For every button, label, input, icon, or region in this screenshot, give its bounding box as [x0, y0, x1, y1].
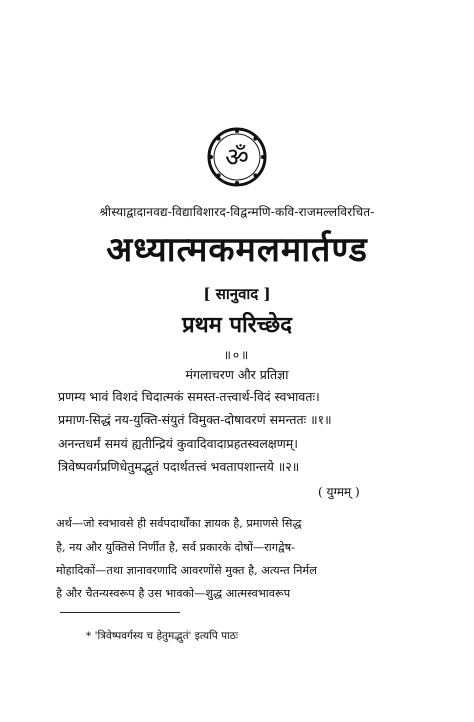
meaning-line: है, नय और युक्तिसे निर्णीत है, सर्व प्रकारके दोषों—रागद्वेष-	[56, 541, 295, 554]
ornament-divider: ॥०॥	[223, 348, 251, 362]
author-line: श्रीस्याद्वादानवद्य-विद्याविशारद-विद्वन्मणि-कवि-राजमल्लविरचित-	[99, 205, 375, 219]
meaning-line: मोहादिकों—तथा ज्ञानावरणादि आवरणोंसे मुक्त है, अत्यन्त निर्मल	[56, 564, 317, 577]
footnote-divider	[60, 612, 180, 613]
verse-line: प्रणम्य भावं विशदं चिदात्मकं समस्त-तत्त्वार्थ-विदं स्वभावतः।	[58, 389, 320, 404]
om-emblem-icon	[207, 127, 267, 187]
om-symbol: ॐ	[225, 143, 249, 173]
verse-line: अनन्तधर्मं समयं ह्यतीन्द्रियं कुवादिवादाप्रहतस्वलक्षणम्।	[58, 436, 299, 451]
verse-line: त्रिवेष्पवर्गप्रणिधेतुमद्भुतं पदार्थतत्त्वं भवतापशान्तये ॥२॥	[58, 459, 300, 474]
meaning-line: है और चैतन्यस्वरूप है उस भावको—शुद्ध आत्मस्वभावरूप	[56, 587, 291, 600]
section-title: मंगलाचरण और प्रतिज्ञा	[185, 367, 289, 382]
meaning-line: अर्थ—जो स्वभावसे ही सर्वपदार्थोंका ज्ञायक है, प्रमाणसे सिद्ध	[56, 517, 302, 530]
verse-line: प्रमाण-सिद्धं नय-युक्ति-संयुतं विमुक्त-दोषावरणं समन्ततः ॥१॥	[58, 412, 332, 427]
page-title: अध्यात्मकमलमार्तण्ड	[106, 230, 368, 270]
footnote: * 'त्रिवेष्पवर्गस्य च हेतुमद्भुतं' इत्यपि पाठः	[86, 630, 238, 642]
yugmam-label: ( युग्मम् )	[318, 485, 360, 499]
sanuvad-label: [ सानुवाद ]	[203, 285, 271, 303]
chapter-title: प्रथम परिच्छेद	[182, 312, 292, 338]
